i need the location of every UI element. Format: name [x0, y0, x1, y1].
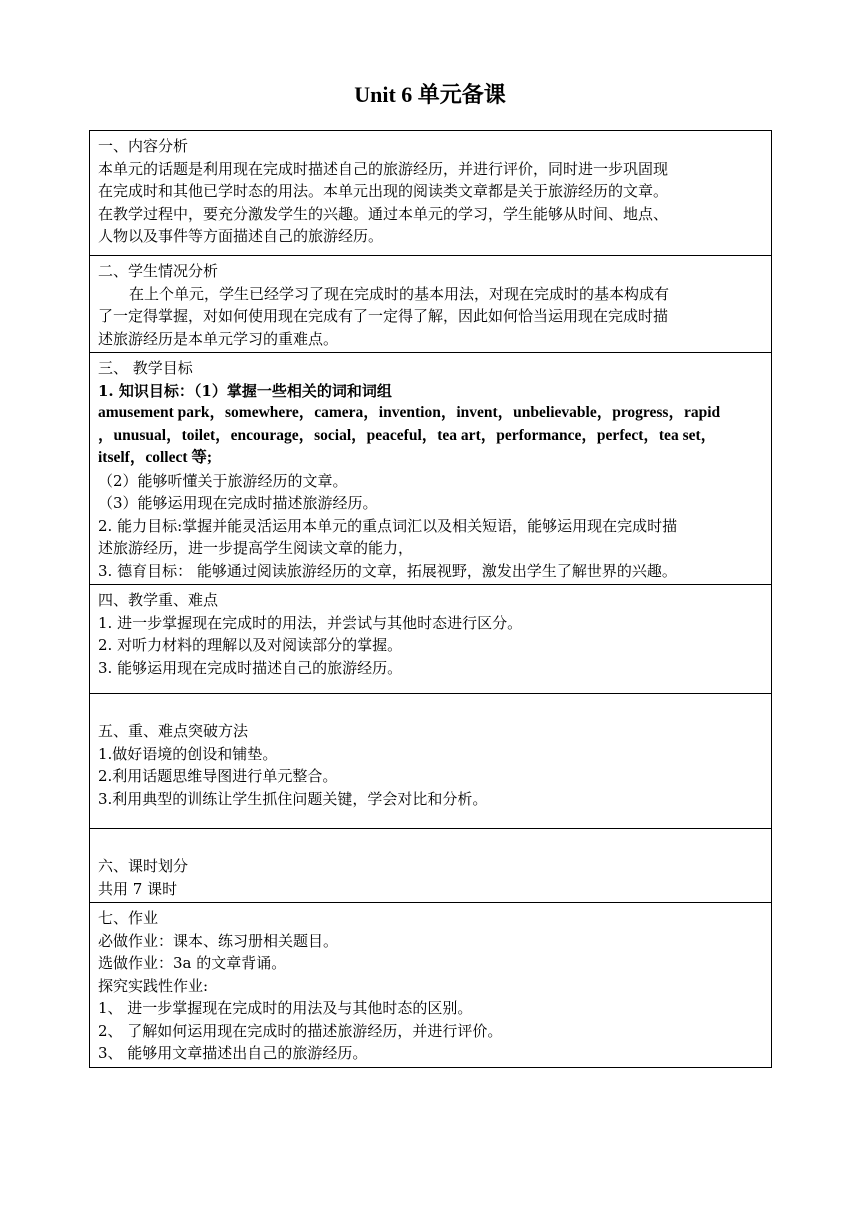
moral-goal-line: 3. 德育目标： 能够通过阅读旅游经历的文章，拓展视野，激发出学生了解世界的兴趣。	[98, 561, 677, 580]
section-heading: 三、 教学目标	[98, 359, 193, 377]
section-key-points	[90, 585, 772, 694]
section-content-analysis	[90, 131, 772, 256]
paragraph-line: 本单元的话题是利用现在完成时描述自己的旅游经历，并进行评价，同时进一步巩固现	[98, 159, 669, 178]
vocab-line: amusement park，somewhere，camera，invention，invent，unbelievable，progress，rapid	[98, 404, 721, 421]
ability-goal-line: 2. 能力目标:掌握并能灵活运用本单元的重点词汇以及相关短语，能够运用现在完成时描	[98, 516, 678, 535]
paragraph-line: 了一定得掌握，对如何使用现在完成有了一定得了解，因此如何恰当运用现在完成时描	[98, 307, 669, 325]
section-teaching-goals	[90, 353, 772, 585]
paragraph-line: 在完成时和其他已学时态的用法。本单元出现的阅读类文章都是关于旅游经历的文章。	[98, 182, 669, 200]
paragraph-line: 在教学过程中，要充分激发学生的兴趣。通过本单元的学习，学生能够从时间、地点、	[98, 204, 669, 223]
goal-item: （3）能够运用现在完成时描述旅游经历。	[98, 494, 378, 512]
knowledge-goal-label: 1. 知识目标：（1）掌握一些相关的词和词组	[98, 381, 392, 400]
homework-line: 必做作业：课本、练习册相关题目。	[98, 931, 339, 950]
homework-line: 2、 了解如何运用现在完成时的描述旅游经历，并进行评价。	[98, 1021, 503, 1040]
spacer	[98, 833, 763, 855]
homework-line: 1、 进一步掌握现在完成时的用法及与其他时态的区别。	[98, 999, 473, 1017]
page-title: Unit 6 单元备课	[354, 82, 506, 107]
section-student-analysis	[90, 256, 772, 353]
section-heading: 四、教学重、难点	[98, 591, 219, 609]
homework-line: 3、 能够用文章描述出自己的旅游经历。	[98, 1044, 368, 1062]
key-point-item: 1. 进一步掌握现在完成时的用法，并尝试与其他时态进行区分。	[98, 613, 523, 632]
paragraph-line: 在上个单元，学生已经学习了现在完成时的基本用法，对现在完成时的基本构成有	[129, 284, 670, 303]
method-item: 2.利用话题思维导图进行单元整合。	[98, 767, 338, 785]
section-methods	[90, 694, 772, 829]
method-item: 1.做好语境的创设和铺垫。	[98, 744, 278, 763]
section-heading: 一、内容分析	[98, 137, 189, 155]
vocab-line: ，unusual，toilet，encourage，social，peaceful，tea art，performance，perfect，tea set，	[98, 426, 717, 444]
lesson-plan-table	[89, 130, 772, 1068]
section-heading: 六、课时划分	[98, 857, 189, 875]
spacer	[98, 698, 763, 720]
section-heading: 二、学生情况分析	[98, 262, 219, 280]
vocab-line: itself，collect 等;	[98, 449, 213, 466]
section-heading: 五、重、难点突破方法	[98, 722, 249, 740]
paragraph-line: 述旅游经历是本单元学习的重难点。	[98, 329, 339, 348]
homework-line: 探究实践性作业:	[98, 976, 209, 995]
goal-item: （2）能够听懂关于旅游经历的文章。	[98, 471, 348, 490]
method-item: 3.利用典型的训练让学生抓住问题关键，学会对比和分析。	[98, 789, 488, 808]
homework-line: 选做作业：3a 的文章背诵。	[98, 954, 287, 972]
section-lesson-plan	[90, 829, 772, 903]
key-point-item: 2. 对听力材料的理解以及对阅读部分的掌握。	[98, 636, 403, 654]
key-point-item: 3. 能够运用现在完成时描述自己的旅游经历。	[98, 658, 403, 677]
section-heading: 七、作业	[98, 909, 159, 927]
ability-goal-line: 述旅游经历，进一步提高学生阅读文章的能力，	[98, 539, 414, 557]
section-homework	[90, 903, 772, 1068]
paragraph-line: 人物以及事件等方面描述自己的旅游经历。	[98, 227, 384, 245]
lesson-count: 共用 7 课时	[98, 879, 178, 898]
